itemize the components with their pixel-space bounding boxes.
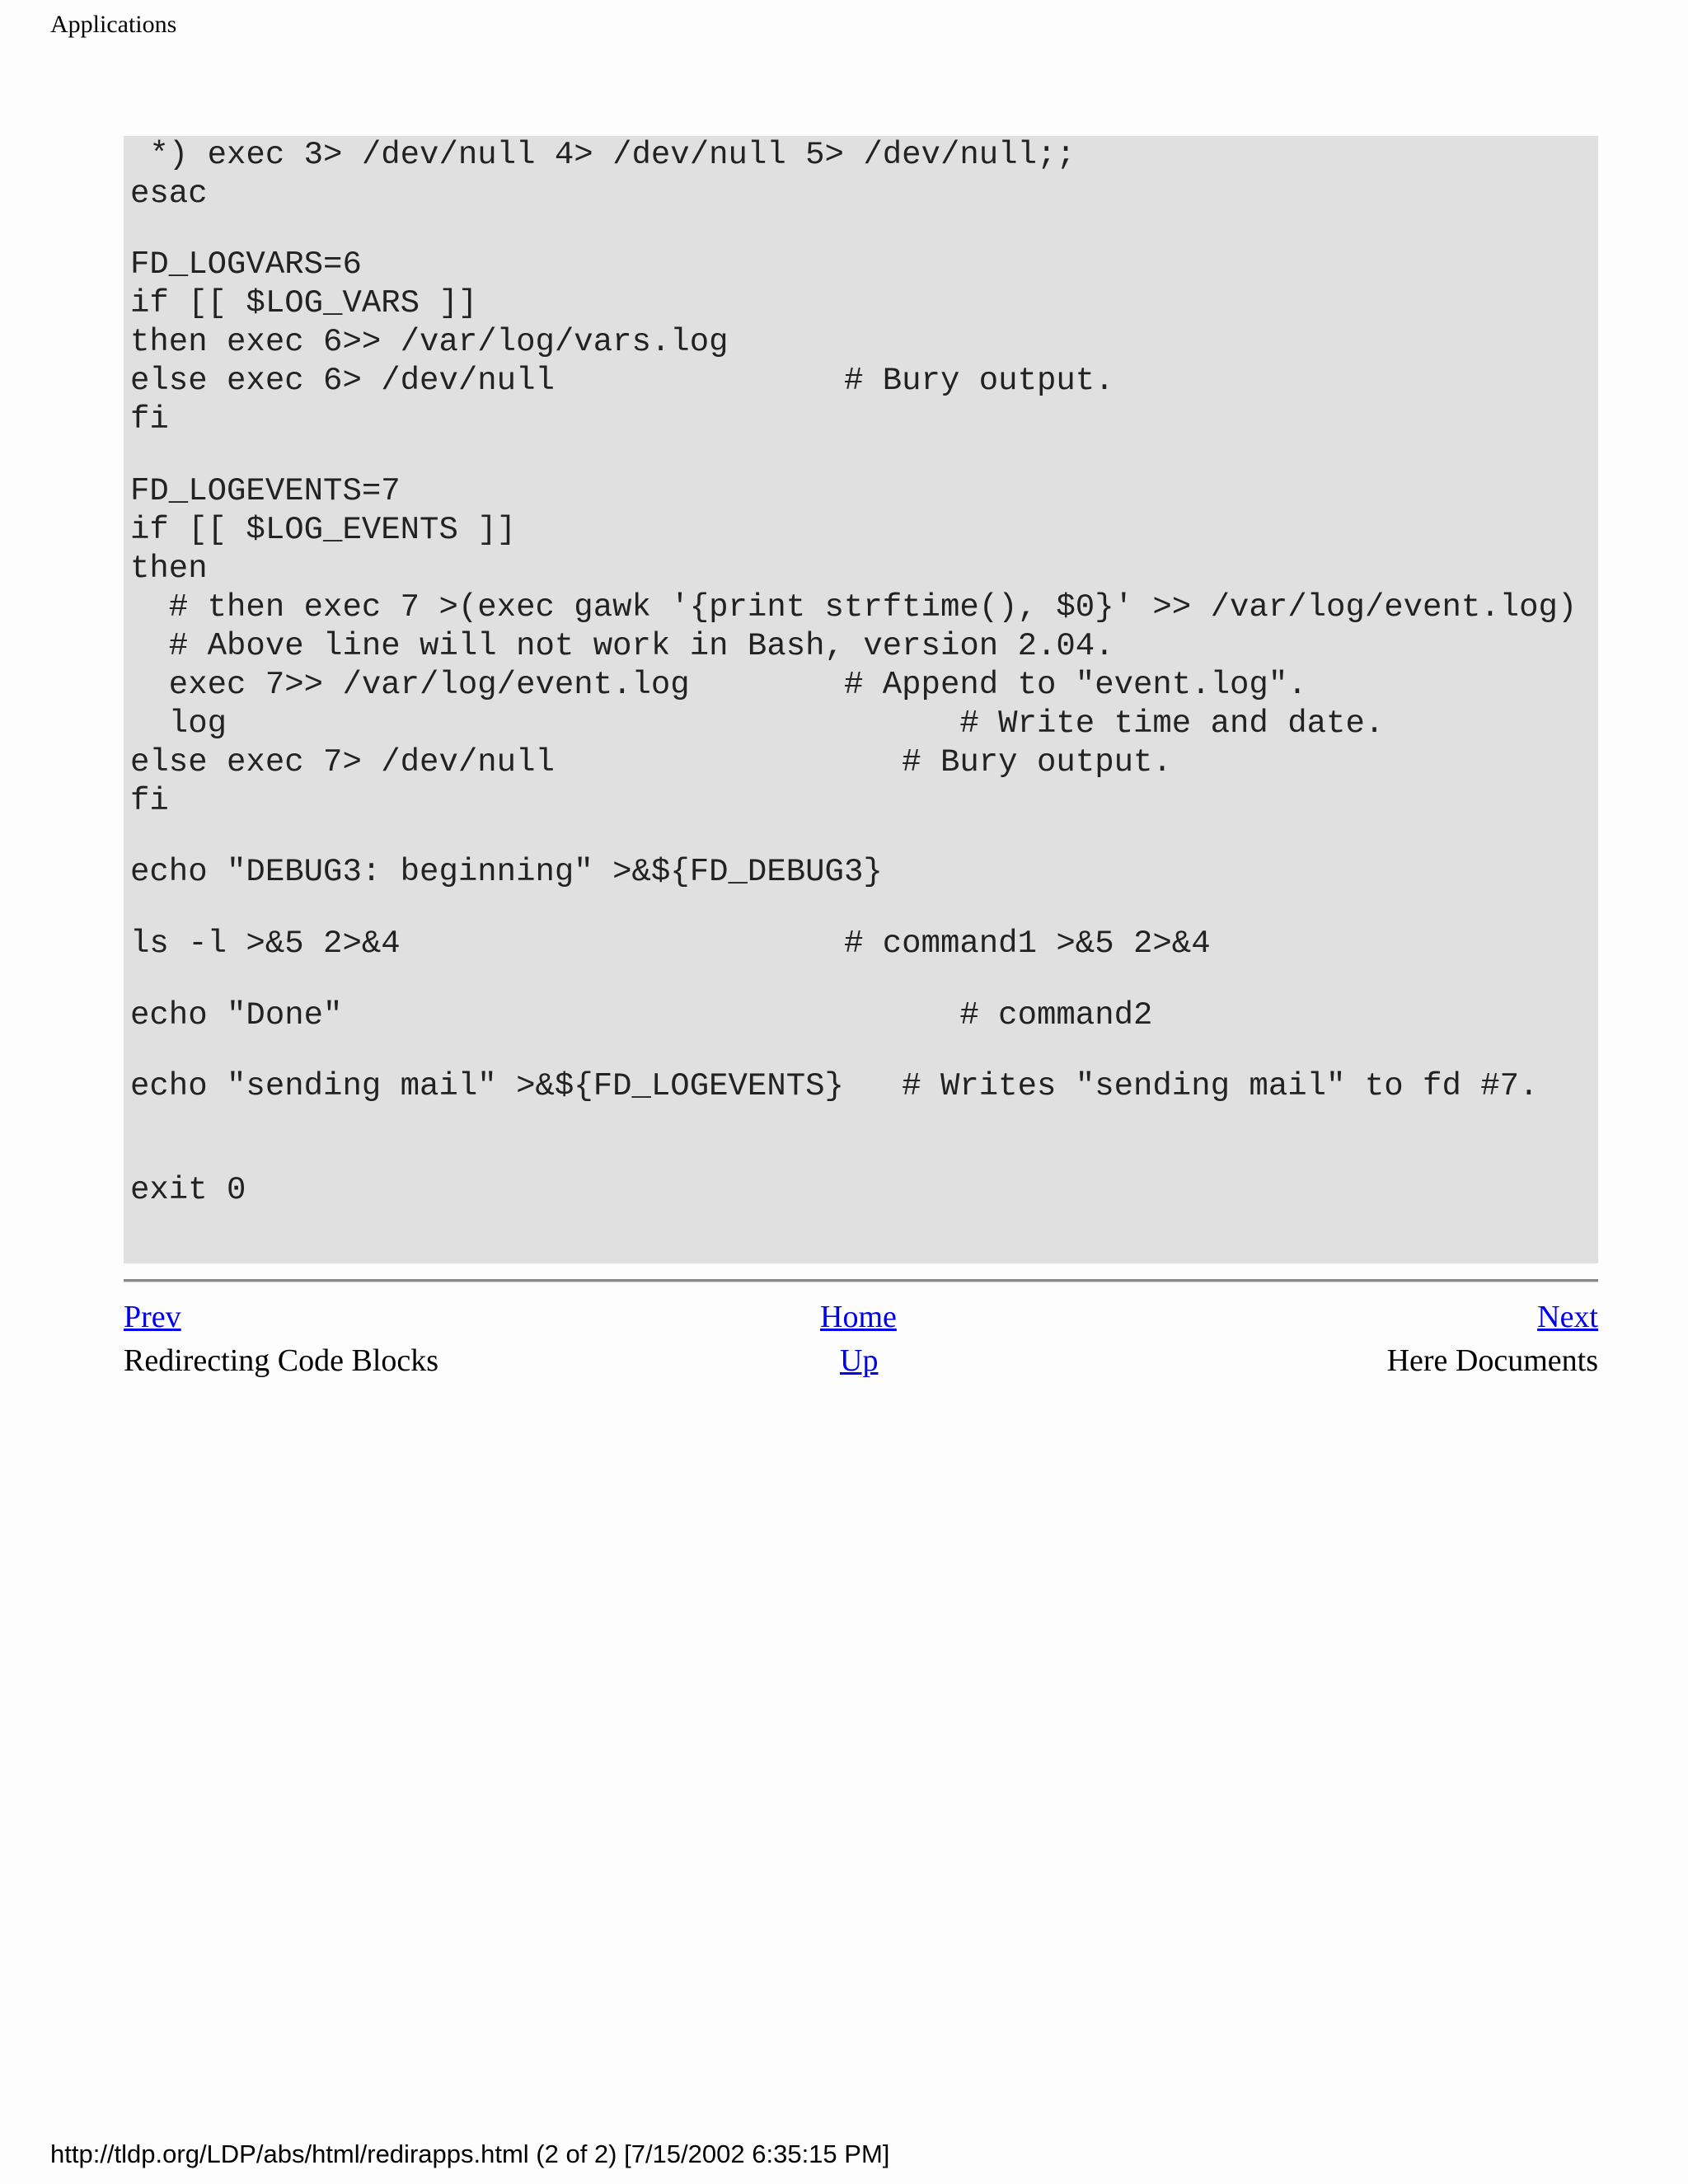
code-line: FD_LOGVARS=6: [130, 246, 362, 283]
code-line: if [[ $LOG_VARS ]]: [130, 285, 478, 321]
code-line: # then exec 7 >(exec gawk '{print strftime(), $0}' >> /var/log/event.log): [130, 589, 1578, 626]
code-line: else exec 7> /dev/null # Bury output.: [130, 744, 1172, 780]
code-line: fi: [130, 783, 169, 819]
code-line: then: [130, 551, 208, 587]
up-link[interactable]: Up: [840, 1343, 879, 1378]
code-line: else exec 6> /dev/null # Bury output.: [130, 363, 1114, 399]
code-line: exec 7>> /var/log/event.log # Append to "event.log".: [130, 667, 1307, 703]
next-page-title: Here Documents: [1386, 1343, 1598, 1378]
navigation-divider: [124, 1279, 1598, 1282]
prev-link[interactable]: Prev: [124, 1300, 181, 1334]
next-link[interactable]: Next: [1537, 1300, 1598, 1334]
code-line: echo "sending mail" >&${FD_LOGEVENTS} # Writes "sending mail" to fd #7.: [130, 1068, 1539, 1104]
code-line: *) exec 3> /dev/null 4> /dev/null 5> /dev/null;;: [130, 137, 1076, 173]
code-line: fi: [130, 401, 169, 438]
page-footer-url: http://tldp.org/LDP/abs/html/redirapps.html (2 of 2) [7/15/2002 6:35:15 PM]: [50, 2139, 890, 2168]
code-line: if [[ $LOG_EVENTS ]]: [130, 512, 517, 548]
page-header-title: Applications: [50, 11, 177, 38]
code-line: ls -l >&5 2>&4 # command1 >&5 2>&4: [130, 926, 1211, 962]
code-listing: [124, 136, 1598, 1263]
code-line: exit 0: [130, 1172, 246, 1208]
code-line: echo "Done" # command2: [130, 997, 1153, 1033]
code-line: # Above line will not work in Bash, version 2.04.: [130, 628, 1114, 664]
prev-page-title: Redirecting Code Blocks: [124, 1343, 439, 1378]
code-line: then exec 6>> /var/log/vars.log: [130, 324, 729, 360]
home-link[interactable]: Home: [820, 1300, 897, 1334]
code-line: echo "DEBUG3: beginning" >&${FD_DEBUG3}: [130, 854, 883, 890]
code-line: esac: [130, 176, 208, 212]
code-line: FD_LOGEVENTS=7: [130, 473, 401, 509]
code-line: log # Write time and date.: [130, 705, 1385, 742]
